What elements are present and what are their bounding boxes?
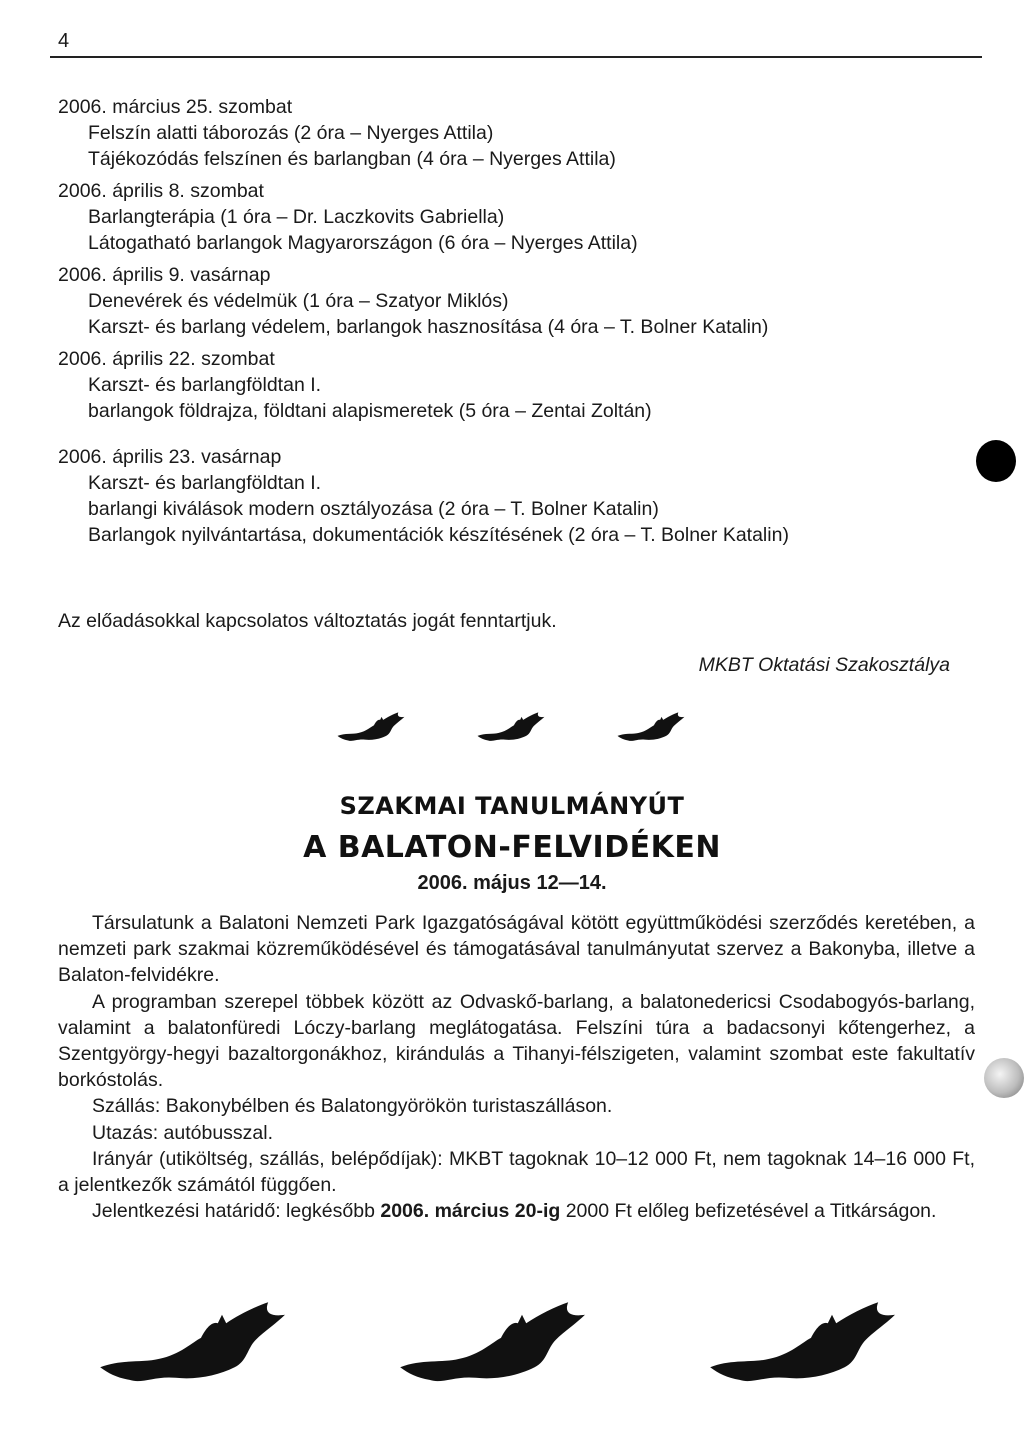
bat-icon bbox=[396, 1295, 606, 1385]
schedule-date: 2006. március 25. szombat bbox=[58, 96, 293, 118]
schedule-date: 2006. április 8. szombat bbox=[58, 180, 264, 202]
bat-icon bbox=[616, 708, 692, 744]
article-paragraph: Szállás: Bakonybélben és Balatongyörökön turistaszálláson. bbox=[92, 1095, 613, 1118]
deadline-text: Jelentkezési határidő: legkésőbb bbox=[92, 1200, 381, 1223]
article-paragraph: A programban szerepel többek között az Odvaskő-barlang, a balatonedericsi Csodabogyós-barlang, valamint a balatonfüredi Lóczy-barlang meglátogatása. Felszíni túra a badacsonyi kőtengerhez, a Szentgyörgy-hegyi bazaltorgonákhoz, kirándulás a Tihanyi-félszigeten, valamint szombat este fakultatív borkóstolás. bbox=[58, 990, 975, 1092]
lecture-schedule bbox=[58, 94, 978, 554]
punch-hole bbox=[984, 1058, 1024, 1098]
article-body bbox=[58, 910, 975, 1224]
bat-icon bbox=[96, 1295, 306, 1385]
schedule-item: Karszt- és barlangföldtan I. bbox=[88, 374, 322, 396]
deadline-date: 2006. március 20-ig bbox=[380, 1200, 561, 1223]
bat-icon bbox=[706, 1295, 916, 1385]
signature: MKBT Oktatási Szakosztálya bbox=[698, 654, 950, 676]
article-paragraph: Irányár (utiköltség, szállás, belépődíjak): MKBT tagoknak 10–12 000 Ft, nem tagoknak 14–16 000 Ft, a jelentkezők számától függően. bbox=[58, 1147, 975, 1197]
schedule-item: Barlangok nyilvántartása, dokumentációk készítésének (2 óra – T. Bolner Katalin) bbox=[88, 524, 789, 546]
schedule-item: Karszt- és barlangföldtan I. bbox=[88, 472, 322, 494]
page-number: 4 bbox=[58, 30, 70, 52]
section-date: 2006. május 12—14. bbox=[417, 872, 607, 894]
article-paragraph: Társulatunk a Balatoni Nemzeti Park Igazgatóságával kötött együttműködési szerződés keretében, a nemzeti park szakmai közreműködésével és támogatásával tanulmányutat szervez a Bakonyba, illetve a Balaton-felvidékre. bbox=[58, 912, 975, 987]
punch-hole bbox=[976, 440, 1016, 482]
schedule-item: Denevérek és védelmük (1 óra – Szatyor Miklós) bbox=[88, 290, 509, 312]
schedule-day bbox=[58, 346, 978, 424]
schedule-item: Felszín alatti táborozás (2 óra – Nyerges Attila) bbox=[88, 122, 494, 144]
schedule-item: Karszt- és barlang védelem, barlangok hasznosítása (4 óra – T. Bolner Katalin) bbox=[88, 316, 769, 338]
schedule-date: 2006. április 23. vasárnap bbox=[58, 446, 282, 468]
schedule-item: barlangok földrajza, földtani alapismeretek (5 óra – Zentai Zoltán) bbox=[88, 400, 652, 422]
section-subtitle: A BALATON-FELVIDÉKEN bbox=[303, 830, 721, 865]
article-paragraph: Utazás: autóbusszal. bbox=[92, 1121, 274, 1144]
schedule-day bbox=[58, 94, 978, 172]
schedule-item: Látogatható barlangok Magyarországon (6 óra – Nyerges Attila) bbox=[88, 232, 638, 254]
schedule-day bbox=[58, 178, 978, 256]
header-rule bbox=[50, 56, 982, 58]
article-paragraph bbox=[58, 1198, 975, 1224]
deadline-text: 2000 Ft előleg befizetésével a Titkárságon. bbox=[560, 1200, 937, 1223]
section-title: SZAKMAI TANULMÁNYÚT bbox=[339, 792, 685, 820]
bat-icon bbox=[476, 708, 552, 744]
schedule-date: 2006. április 22. szombat bbox=[58, 348, 275, 370]
schedule-date: 2006. április 9. vasárnap bbox=[58, 264, 271, 286]
schedule-item: Tájékozódás felszínen és barlangban (4 óra – Nyerges Attila) bbox=[88, 148, 616, 170]
schedule-day bbox=[58, 262, 978, 340]
change-notice: Az előadásokkal kapcsolatos változtatás jogát fenntartjuk. bbox=[58, 610, 557, 632]
bat-icon bbox=[336, 708, 412, 744]
schedule-day bbox=[58, 444, 978, 548]
schedule-item: Barlangterápia (1 óra – Dr. Laczkovits Gabriella) bbox=[88, 206, 505, 228]
schedule-item: barlangi kiválások modern osztályozása (2 óra – T. Bolner Katalin) bbox=[88, 498, 659, 520]
